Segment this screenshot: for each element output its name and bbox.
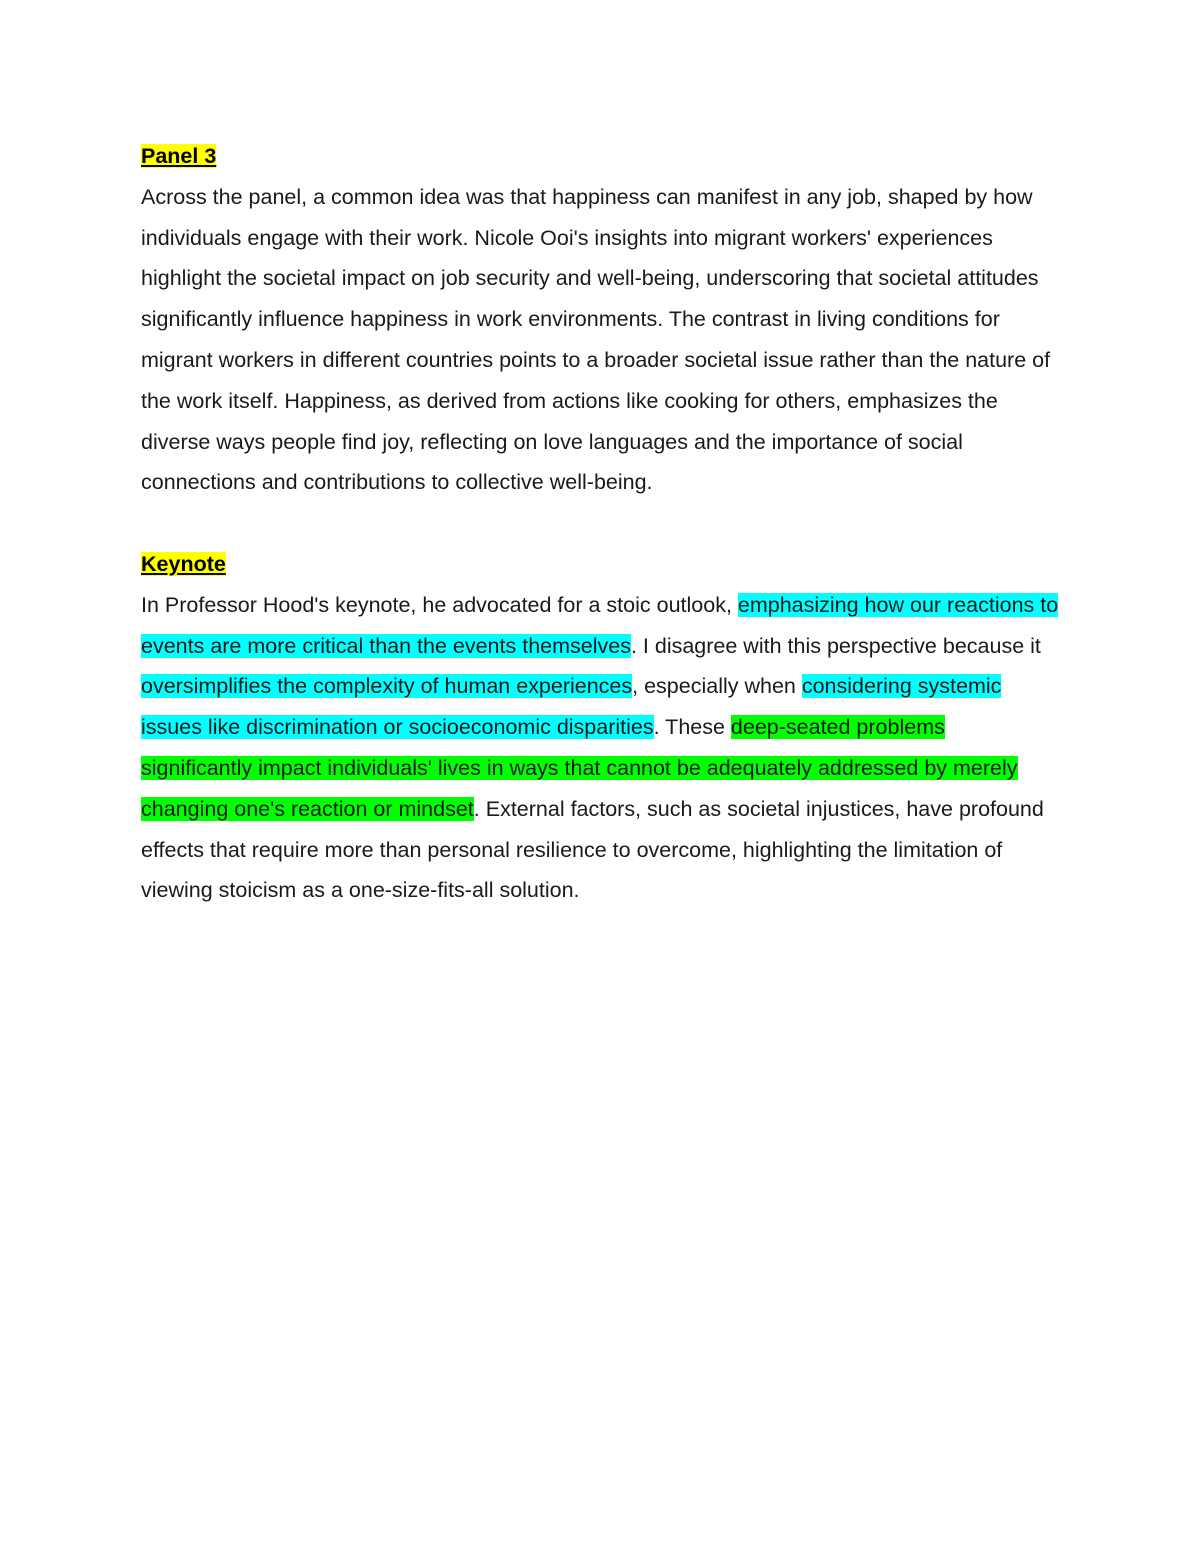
section-heading: Keynote: [141, 551, 226, 576]
section-heading: Panel 3: [141, 144, 217, 168]
text-run: . I disagree with this perspective because it: [630, 633, 1041, 658]
section-heading-line: [141, 136, 1061, 177]
section-heading-line: [141, 544, 1061, 585]
highlighted-text-run: considering systemic issues like discrimination or socioeconomic disparities: [141, 674, 1002, 740]
section-panel-3: [141, 136, 1061, 503]
highlighted-text-run: deep-seated problems significantly impact individuals' lives in ways that cannot be adequately addressed by merely changing one's reaction or mindset: [141, 715, 1018, 821]
highlighted-text-run: oversimplifies the complexity of human experiences: [141, 674, 633, 699]
text-run: . These: [653, 715, 731, 740]
document-body: [141, 136, 1061, 911]
paragraph-gap: [141, 503, 1061, 544]
section-paragraph: [141, 585, 1061, 911]
text-run: , especially when: [632, 674, 802, 699]
highlighted-text-run: emphasizing how our reactions to events are more critical than the events themselves: [141, 592, 1059, 658]
text-run: In Professor Hood's keynote, he advocated for a stoic outlook,: [141, 592, 738, 617]
section-paragraph: Across the panel, a common idea was that happiness can manifest in any job, shaped by how individuals engage with their work. Nicole Ooi's insights into migrant workers' experiences highlight the societal impact on job security and well-being, underscoring that societal attitudes significantly influence happiness in work environments. The contrast in living conditions for migrant workers in different countries points to a broader societal issue rather than the nature of the work itself. Happiness, as derived from actions like cooking for others, emphasizes the diverse ways people find joy, reflecting on love languages and the importance of social connections and contributions to collective well-being.: [141, 184, 1051, 495]
section-keynote: [141, 544, 1061, 911]
text-run: . External factors, such as societal injustices, have profound effects that require more than personal resilience to overcome, highlighting the limitation of viewing stoicism as a one-size-fits-all solution.: [141, 796, 1044, 903]
